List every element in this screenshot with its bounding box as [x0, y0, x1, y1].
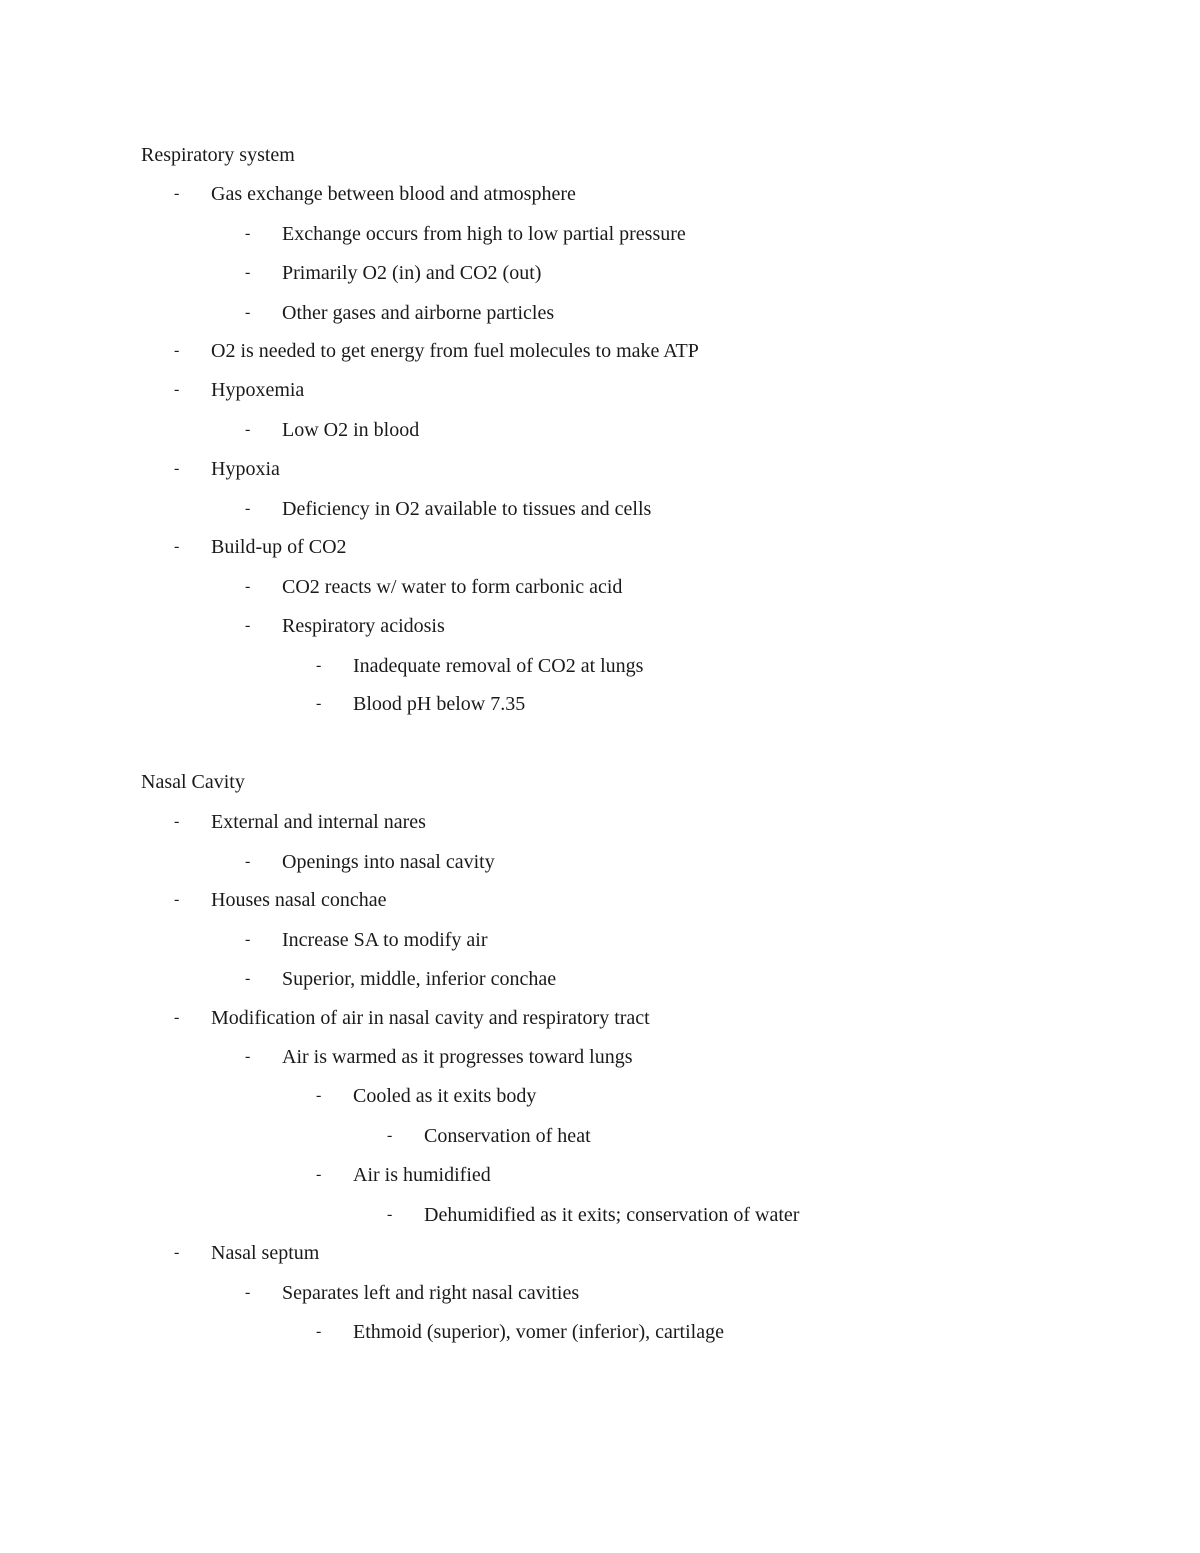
- list-item-text: Cooled as it exits body: [353, 1085, 537, 1107]
- list-item-text: Superior, middle, inferior conchae: [282, 968, 557, 990]
- list-item-text: Inadequate removal of CO2 at lungs: [353, 655, 644, 677]
- bullet-dash: -: [174, 460, 180, 477]
- list-item-text: Blood pH below 7.35: [353, 693, 526, 715]
- list-item-text: Ethmoid (superior), vomer (inferior), cartilage: [353, 1321, 724, 1343]
- bullet-dash: -: [245, 500, 251, 517]
- bullet-dash: -: [174, 1244, 180, 1261]
- list-item-text: Gas exchange between blood and atmosphere: [211, 183, 576, 205]
- list-item-text: Modification of air in nasal cavity and respiratory tract: [211, 1007, 650, 1029]
- list-item-text: Air is humidified: [353, 1164, 491, 1186]
- bullet-dash: -: [174, 1009, 180, 1026]
- bullet-dash: -: [245, 264, 251, 281]
- bullet-dash: -: [245, 578, 251, 595]
- list-item-text: Hypoxemia: [211, 379, 305, 401]
- bullet-dash: -: [174, 891, 180, 908]
- list-item-text: Houses nasal conchae: [211, 889, 387, 911]
- bullet-dash: -: [387, 1206, 393, 1223]
- section-title-nasal-cavity: Nasal Cavity: [141, 771, 245, 793]
- list-item-text: Separates left and right nasal cavities: [282, 1282, 580, 1304]
- bullet-dash: -: [174, 185, 180, 202]
- list-item-text: Deficiency in O2 available to tissues and cells: [282, 498, 652, 520]
- bullet-dash: -: [245, 853, 251, 870]
- bullet-dash: -: [245, 1284, 251, 1301]
- bullet-dash: -: [316, 695, 322, 712]
- bullet-dash: -: [174, 813, 180, 830]
- bullet-dash: -: [245, 931, 251, 948]
- list-item-text: Increase SA to modify air: [282, 929, 488, 951]
- bullet-dash: -: [245, 421, 251, 438]
- bullet-dash: -: [245, 970, 251, 987]
- bullet-dash: -: [174, 381, 180, 398]
- bullet-dash: -: [387, 1127, 393, 1144]
- list-item-text: Primarily O2 (in) and CO2 (out): [282, 262, 542, 284]
- bullet-dash: -: [174, 538, 180, 555]
- bullet-dash: -: [245, 1048, 251, 1065]
- bullet-dash: -: [316, 1323, 322, 1340]
- bullet-dash: -: [316, 657, 322, 674]
- list-item-text: Respiratory acidosis: [282, 615, 445, 637]
- list-item-text: Nasal septum: [211, 1242, 320, 1264]
- list-item-text: Exchange occurs from high to low partial pressure: [282, 223, 686, 245]
- list-item-text: O2 is needed to get energy from fuel molecules to make ATP: [211, 340, 699, 362]
- list-item-text: Build-up of CO2: [211, 536, 347, 558]
- list-item-text: External and internal nares: [211, 811, 426, 833]
- bullet-dash: -: [316, 1087, 322, 1104]
- bullet-dash: -: [174, 342, 180, 359]
- bullet-dash: -: [245, 225, 251, 242]
- list-item-text: Other gases and airborne particles: [282, 302, 555, 324]
- list-item-text: Openings into nasal cavity: [282, 851, 495, 873]
- section-title-respiratory-system: Respiratory system: [141, 144, 295, 166]
- list-item-text: Air is warmed as it progresses toward lungs: [282, 1046, 633, 1068]
- list-item-text: Dehumidified as it exits; conservation of water: [424, 1204, 800, 1226]
- list-item-text: Low O2 in blood: [282, 419, 420, 441]
- list-item-text: Hypoxia: [211, 458, 280, 480]
- bullet-dash: -: [245, 304, 251, 321]
- list-item-text: Conservation of heat: [424, 1125, 591, 1147]
- list-item-text: CO2 reacts w/ water to form carbonic acid: [282, 576, 623, 598]
- bullet-dash: -: [316, 1166, 322, 1183]
- bullet-dash: -: [245, 617, 251, 634]
